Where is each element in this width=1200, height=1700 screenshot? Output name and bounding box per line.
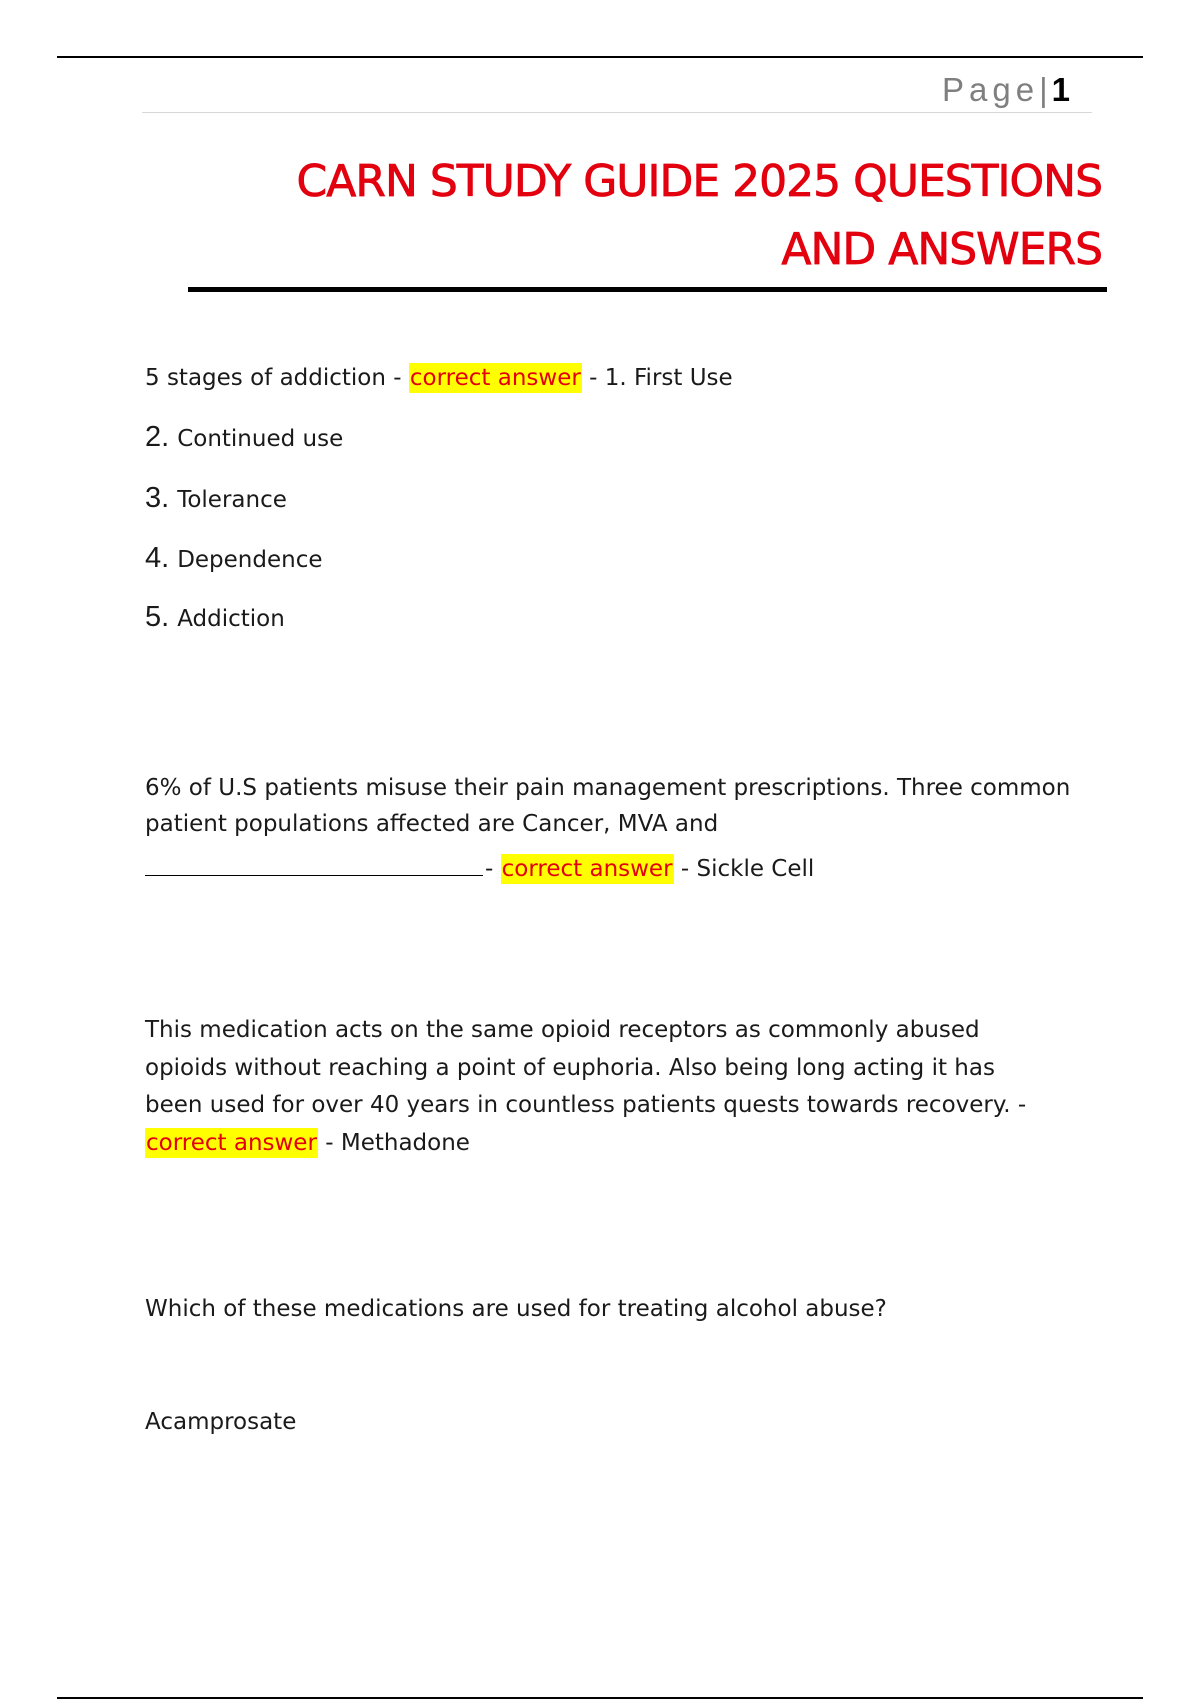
qa-3-dash-1: - — [1017, 1092, 1027, 1118]
qa-1-answer-first: 1. First Use — [604, 365, 733, 391]
qa-2-answer: Sickle Cell — [696, 856, 815, 882]
qa-1-dash-2: - — [589, 365, 598, 391]
qa-1-question: 5 stages of addiction — [145, 365, 386, 391]
qa-1-list-item — [145, 419, 343, 458]
qa-1-list-item — [145, 480, 287, 519]
qa-3-question-line-3 — [145, 1087, 1026, 1124]
qa-1-list-item — [145, 540, 323, 579]
page-number: 1 — [1051, 71, 1070, 108]
page-header — [142, 70, 1092, 113]
page-indicator — [942, 70, 1070, 110]
title-line-1: CARN STUDY GUIDE 2025 QUESTIONS — [296, 156, 1102, 207]
qa-3-question-line-2: opioids without reaching a point of euphoria. Also being long acting it has — [145, 1055, 995, 1081]
qa-1-list-text: Tolerance — [177, 487, 287, 513]
qa-1-list-number: 5. — [145, 601, 170, 633]
bottom-border-rule — [57, 1697, 1143, 1699]
qa-1-list-number: 4. — [145, 542, 170, 574]
qa-2-dash-2: - — [680, 856, 690, 882]
title-line-2: AND ANSWERS — [781, 224, 1102, 275]
qa-3-answer-line — [145, 1125, 470, 1162]
qa-1-list-item — [145, 599, 285, 638]
qa-1-list-text: Addiction — [177, 606, 285, 632]
qa-2-question-line-1: 6% of U.S patients misuse their pain management prescriptions. Three common — [145, 775, 1071, 801]
document-title — [202, 148, 1102, 284]
qa-2-answer-line — [145, 845, 814, 888]
qa-1-question-line — [145, 360, 733, 397]
qa-1-list-text: Continued use — [177, 426, 344, 452]
qa-3-question-line-3-text: been used for over 40 years in countless patients quests towards recovery. — [145, 1092, 1011, 1118]
qa-2-question-line-2: patient populations affected are Cancer, MVA and — [145, 811, 719, 837]
qa-1-list-text: Dependence — [177, 547, 323, 573]
title-underline — [188, 287, 1107, 292]
qa-3-question-line-1: This medication acts on the same opioid receptors as commonly abused — [145, 1017, 980, 1043]
qa-2-dash-1: - — [485, 856, 494, 882]
top-border-rule — [57, 56, 1143, 58]
qa-1-answer-marker: correct answer — [409, 365, 581, 391]
page-word: Page — [941, 71, 1040, 108]
qa-3-dash-2: - — [325, 1130, 334, 1156]
fill-in-blank — [145, 845, 483, 876]
qa-4-option: Acamprosate — [145, 1409, 297, 1435]
qa-1-dash-1: - — [393, 365, 402, 391]
qa-1-list-number: 2. — [145, 421, 170, 453]
qa-3-answer-marker: correct answer — [146, 1130, 317, 1156]
page-separator: | — [1039, 71, 1048, 108]
qa-2-answer-marker: correct answer — [501, 856, 673, 882]
qa-1-list-number: 3. — [145, 482, 170, 514]
qa-3-answer: Methadone — [340, 1130, 470, 1156]
qa-4-question: Which of these medications are used for treating alcohol abuse? — [145, 1296, 887, 1322]
